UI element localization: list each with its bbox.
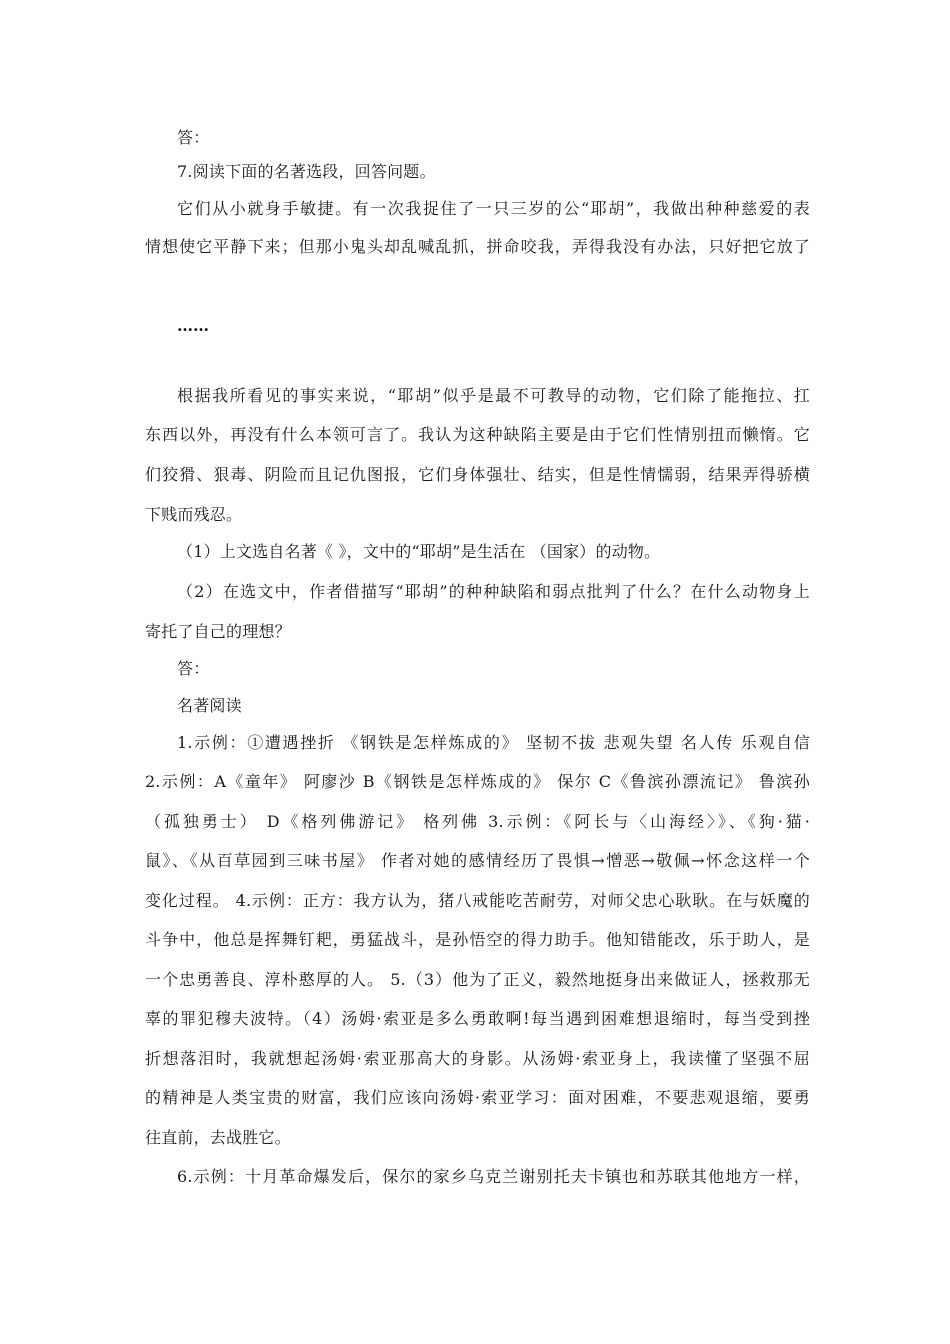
answer-label: 答： — [177, 128, 210, 147]
passage-line: 情想使它平静下来；但那小鬼头却乱喊乱抓，拼命咬我，弄得我没有办法，只好把它放了 — [145, 237, 810, 256]
sub-question-1: （1）上文选自名著《 》，文中的“耶胡”是生活在 （国家）的动物。 — [177, 542, 661, 561]
answer-key-line: 往直前，去战胜它。 — [145, 1128, 291, 1147]
answer-key-line: 的精神是人类宝贵的财富，我们应该向汤姆·索亚学习：面对困难，不要悲观退缩，要勇 — [145, 1088, 810, 1107]
answer-key-line: （孤独勇士） D《格列佛游记》 格列佛 3.示例：《阿长与〈山海经〉》、《狗·猫· — [145, 812, 810, 831]
sub-question-2: （2）在选文中，作者借描写“耶胡”的种种缺陷和弱点批判了什么？在什么动物身上 — [177, 582, 810, 601]
passage-ellipsis: …… — [177, 316, 209, 335]
passage-line: 下贱而残忍。 — [145, 505, 243, 524]
section-heading: 名著阅读 — [177, 696, 242, 715]
answer-key-line: 辜的罪犯穆夫波特。（4）汤姆·索亚是多么勇敢啊!每当遇到困难想退缩时，每当受到挫 — [145, 1009, 810, 1028]
answer-key-line: 6.示例：十月革命爆发后，保尔的家乡乌克兰谢别托夫卡镇也和苏联其他地方一样， — [177, 1167, 810, 1186]
answer-key-line: 一个忠勇善良、淳朴憨厚的人。 5.（3）他为了正义，毅然地挺身出来做证人，拯救那无 — [145, 970, 810, 989]
passage-line: 们狡猾、狠毒、阴险而且记仇图报，它们身体强壮、结实，但是性情懦弱，结果弄得骄横 — [145, 465, 810, 484]
answer-key-line: 折想落泪时，我就想起汤姆·索亚那高大的身影。从汤姆·索亚身上，我读懂了坚强不屈 — [145, 1049, 810, 1068]
answer-key-line: 鼠》、《从百草园到三味书屋》 作者对她的感情经历了畏惧→憎恶→敬佩→怀念这样一个 — [145, 851, 810, 870]
passage-line: 它们从小就身手敏捷。有一次我捉住了一只三岁的公“耶胡”，我做出种种慈爱的表 — [177, 199, 810, 218]
passage-line: 东西以外，再没有什么本领可言了。我认为这种缺陷主要是由于它们性情别扭而懒惰。它 — [145, 425, 810, 444]
answer-key-line: 变化过程。 4.示例：正方：我方认为，猪八戒能吃苦耐劳，对师父忠心耿耿。在与妖魔的 — [145, 891, 810, 910]
question-7-title: 7.阅读下面的名著选段，回答问题。 — [177, 162, 436, 181]
answer-key-line: 2.示例：A《童年》 阿廖沙 B《钢铁是怎样炼成的》 保尔 C《鲁滨孙漂流记》 鲁滨孙 — [145, 772, 810, 791]
sub-question-2-cont: 寄托了自己的理想？ — [145, 622, 291, 641]
answer-key-line: 1.示例：①遭遇挫折 《钢铁是怎样炼成的》 坚韧不拔 悲观失望 名人传 乐观自信 — [177, 733, 810, 752]
answer-key-line: 斗争中，他总是挥舞钉耙，勇猛战斗，是孙悟空的得力助手。他知错能改，乐于助人，是 — [145, 930, 810, 949]
answer-label: 答： — [177, 659, 210, 678]
passage-line: 根据我所看见的事实来说，“耶胡”似乎是最不可教导的动物，它们除了能拖拉、扛 — [177, 386, 810, 405]
